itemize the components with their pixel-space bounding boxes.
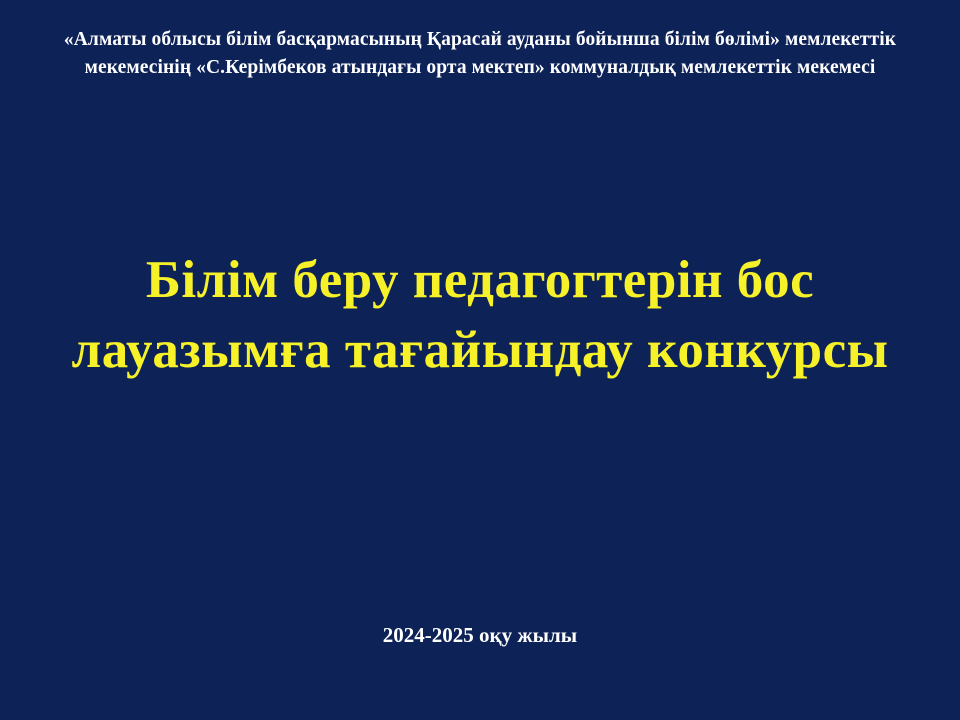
organization-header: «Алматы облысы білім басқармасының Қарасай ауданы бойынша білім бөлімі» мемлекеттік мекемесінің «С.Керімбеков атындағы орта мектеп» коммуналдық мемлекеттік мекемесі — [63, 29, 897, 78]
page-title: Білім беру педагогтерін бос лауазымға тағайындау конкурсы — [71, 251, 889, 380]
academic-year-label: 2024-2025 оқу жылы — [382, 623, 578, 647]
